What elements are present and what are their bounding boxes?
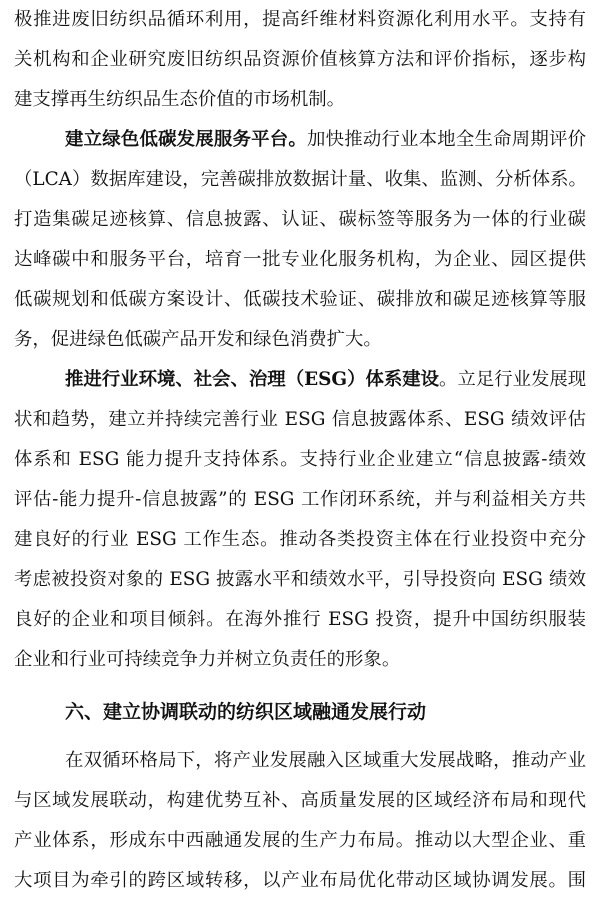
paragraph-text: 加快推动行业本地全生命周期评价 xyxy=(306,129,586,150)
text-line: （LCA）数据库建设，完善碳排放数据计量、收集、监测、分析体系。 xyxy=(14,169,587,190)
paragraph-text: 。立足行业发展现 xyxy=(439,369,587,390)
text-line: 大项目为牵引的跨区域转移，以产业布局优化带动区域协调发展。围 xyxy=(14,870,586,891)
text-line: 考虑被投资对象的 ESG 披露水平和绩效水平，引导投资向 ESG 绩效 xyxy=(14,569,586,590)
text-line: 良好的企业和项目倾斜。在海外推行 ESG 投资，提升中国纺织服装 xyxy=(14,609,586,630)
text-line: 关机构和企业研究废旧纺织品资源价值核算方法和评价指标，逐步构 xyxy=(14,49,586,70)
text-line: 务，促进绿色低碳产品开发和绿色消费扩大。 xyxy=(14,329,382,350)
paragraph-first-line xyxy=(65,360,586,400)
section-heading: 六、建立协调联动的纺织区域融通发展行动 xyxy=(65,701,427,723)
paragraph-title: 推进行业环境、社会、治理（ESG）体系建设 xyxy=(65,369,440,390)
text-line: 建支撑再生纺织品生态价值的市场机制。 xyxy=(14,89,346,110)
paragraph-first-line xyxy=(65,120,586,160)
text-line: 建良好的行业 ESG 工作生态。推动各类投资主体在行业投资中充分 xyxy=(14,529,586,550)
text-line: 评估-能力提升-信息披露”的 ESG 工作闭环系统，并与利益相关方共 xyxy=(14,489,586,510)
text-line: 产业体系，形成东中西融通发展的生产力布局。推动以大型企业、重 xyxy=(14,830,586,851)
text-line: 打造集碳足迹核算、信息披露、认证、碳标签等服务为一体的行业碳 xyxy=(14,209,586,230)
paragraph-title: 建立绿色低碳发展服务平台。 xyxy=(65,129,307,150)
text-line: 体系和 ESG 能力提升支持体系。支持行业企业建立“信息披露-绩效 xyxy=(14,449,586,470)
text-line: 企业和行业可持续竞争力并树立负责任的形象。 xyxy=(14,649,401,670)
text-line: 达峰碳中和服务平台，培育一批专业化服务机构，为企业、园区提供 xyxy=(14,249,586,270)
text-line: 与区域发展联动，构建优势互补、高质量发展的区域经济布局和现代 xyxy=(14,790,586,811)
paragraph-first-line: 在双循环格局下，将产业发展融入区域重大发展战略，推动产业 xyxy=(65,750,586,771)
text-line: 低碳规划和低碳方案设计、低碳技术验证、碳排放和碳足迹核算等服 xyxy=(14,289,586,310)
text-line: 极推进废旧纺织品循环利用，提高纤维材料资源化利用水平。支持有 xyxy=(14,9,586,30)
text-line: 状和趋势，建立并持续完善行业 ESG 信息披露体系、ESG 绩效评估 xyxy=(14,409,586,430)
